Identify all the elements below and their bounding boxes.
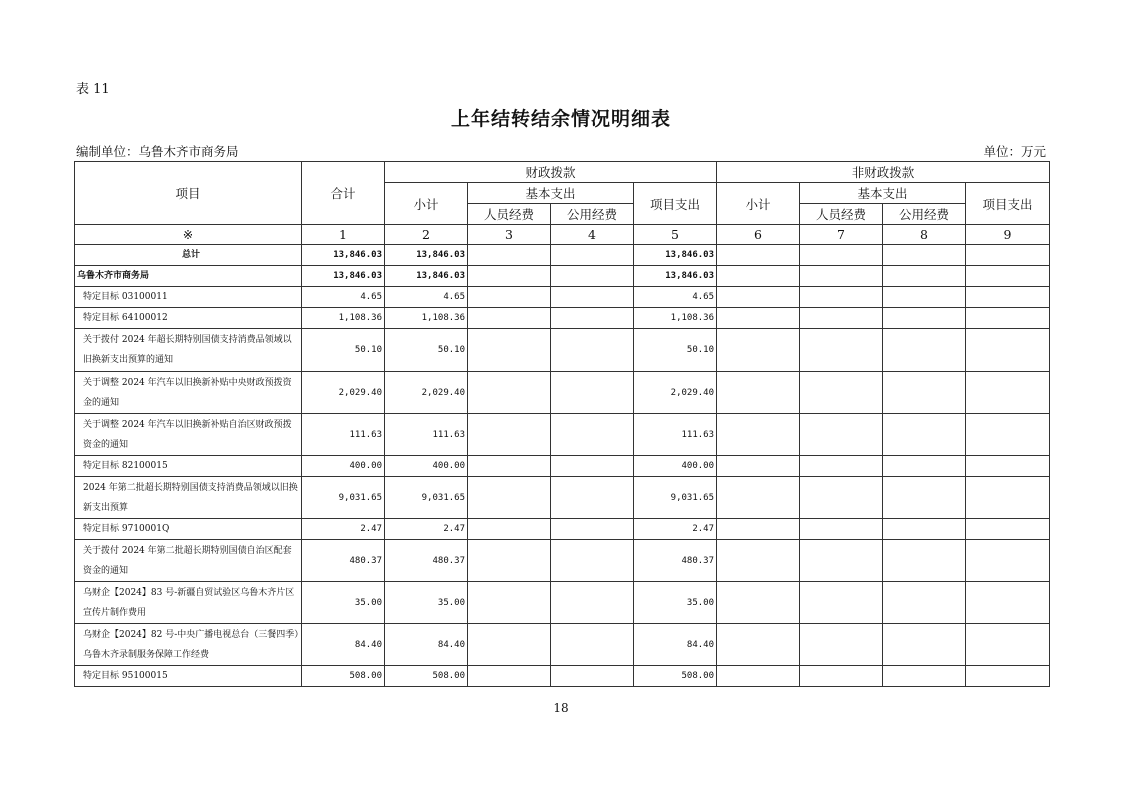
index-cell: 3 — [468, 225, 551, 245]
row-name: 关于拨付 2024 年第二批超长期特别国债自治区配套资金的通知 — [75, 540, 302, 582]
row-total: 13,846.03 — [302, 245, 385, 266]
row-total: 480.37 — [302, 540, 385, 582]
header-fiscal: 财政拨款 — [385, 162, 717, 183]
row-project: 9,031.65 — [634, 477, 717, 519]
header-nonfiscal-project: 项目支出 — [966, 183, 1050, 225]
row-project: 2,029.40 — [634, 372, 717, 414]
row-subtotal: 2.47 — [385, 519, 468, 540]
table-row — [75, 540, 1050, 582]
table-row — [75, 456, 1050, 477]
header-fiscal-basic: 基本支出 — [468, 183, 634, 204]
index-cell: 9 — [966, 225, 1050, 245]
table-row — [75, 414, 1050, 456]
row-subtotal: 111.63 — [385, 414, 468, 456]
row-total: 2,029.40 — [302, 372, 385, 414]
row-subtotal: 35.00 — [385, 582, 468, 624]
row-project: 50.10 — [634, 329, 717, 372]
row-project: 35.00 — [634, 582, 717, 624]
row-project: 84.40 — [634, 624, 717, 666]
header-nonfiscal-subtotal: 小计 — [717, 183, 800, 225]
row-subtotal: 13,846.03 — [385, 266, 468, 287]
page-title: 上年结转结余情况明细表 — [450, 108, 671, 130]
row-name: 2024 年第二批超长期特别国债支持消费品领域以旧换新支出预算 — [75, 477, 302, 519]
page-number: 18 — [553, 701, 569, 715]
table-row — [75, 372, 1050, 414]
index-cell: 1 — [302, 225, 385, 245]
header-fiscal-personnel: 人员经费 — [468, 204, 551, 225]
row-name: 乌财企【2024】82 号-中央广播电视总台（三餐四季）乌鲁木齐录制服务保障工作经费 — [75, 624, 302, 666]
header-nonfiscal-basic: 基本支出 — [800, 183, 966, 204]
row-name: 特定目标 9710001Q — [75, 519, 302, 540]
row-project: 4.65 — [634, 287, 717, 308]
table-row — [75, 477, 1050, 519]
row-total: 84.40 — [302, 624, 385, 666]
index-cell: 7 — [800, 225, 883, 245]
table-row — [75, 666, 1050, 687]
row-total: 4.65 — [302, 287, 385, 308]
header-item: 项目 — [75, 162, 302, 225]
row-total: 1,108.36 — [302, 308, 385, 329]
row-subtotal: 50.10 — [385, 329, 468, 372]
row-subtotal: 1,108.36 — [385, 308, 468, 329]
row-name: 特定目标 03100011 — [75, 287, 302, 308]
row-project: 111.63 — [634, 414, 717, 456]
row-total: 400.00 — [302, 456, 385, 477]
unit-label: 单位：万元 — [983, 144, 1046, 159]
index-cell: 8 — [883, 225, 966, 245]
header-nonfiscal-public: 公用经费 — [883, 204, 966, 225]
table-row — [75, 308, 1050, 329]
index-cell: 4 — [551, 225, 634, 245]
table-row — [75, 519, 1050, 540]
row-name: 特定目标 82100015 — [75, 456, 302, 477]
table-row — [75, 266, 1050, 287]
table-row — [75, 287, 1050, 308]
org-label: 编制单位：乌鲁木齐市商务局 — [76, 144, 239, 159]
row-project: 13,846.03 — [634, 266, 717, 287]
budget-table — [74, 161, 1050, 687]
row-project: 1,108.36 — [634, 308, 717, 329]
row-total: 35.00 — [302, 582, 385, 624]
row-subtotal: 480.37 — [385, 540, 468, 582]
row-project: 2.47 — [634, 519, 717, 540]
row-subtotal: 2,029.40 — [385, 372, 468, 414]
table-row — [75, 624, 1050, 666]
table-row — [75, 245, 1050, 266]
header-fiscal-project: 项目支出 — [634, 183, 717, 225]
row-name: 乌财企【2024】83 号-新疆自贸试验区乌鲁木齐片区宣传片制作费用 — [75, 582, 302, 624]
index-cell: 6 — [717, 225, 800, 245]
row-subtotal: 13,846.03 — [385, 245, 468, 266]
row-total: 9,031.65 — [302, 477, 385, 519]
row-total: 111.63 — [302, 414, 385, 456]
header-fiscal-public: 公用经费 — [551, 204, 634, 225]
header-fiscal-subtotal: 小计 — [385, 183, 468, 225]
header-total: 合计 — [302, 162, 385, 225]
row-name: 关于调整 2024 年汽车以旧换新补贴中央财政预拨资金的通知 — [75, 372, 302, 414]
table-number: 表 11 — [76, 82, 110, 97]
row-subtotal: 400.00 — [385, 456, 468, 477]
row-project: 13,846.03 — [634, 245, 717, 266]
table-row — [75, 582, 1050, 624]
row-project: 480.37 — [634, 540, 717, 582]
row-project: 508.00 — [634, 666, 717, 687]
index-cell: 2 — [385, 225, 468, 245]
row-name: 总计 — [75, 245, 302, 266]
row-name: 关于拨付 2024 年超长期特别国债支持消费品领域以旧换新支出预算的通知 — [75, 329, 302, 372]
row-total: 13,846.03 — [302, 266, 385, 287]
row-subtotal: 84.40 — [385, 624, 468, 666]
header-nonfiscal-personnel: 人员经费 — [800, 204, 883, 225]
row-subtotal: 9,031.65 — [385, 477, 468, 519]
row-total: 508.00 — [302, 666, 385, 687]
row-subtotal: 4.65 — [385, 287, 468, 308]
header-nonfiscal: 非财政拨款 — [717, 162, 1050, 183]
row-total: 50.10 — [302, 329, 385, 372]
table-row — [75, 329, 1050, 372]
index-cell: 5 — [634, 225, 717, 245]
index-cell: ※ — [75, 225, 302, 245]
row-project: 400.00 — [634, 456, 717, 477]
index-row — [75, 225, 1050, 245]
row-name: 特定目标 95100015 — [75, 666, 302, 687]
row-name: 关于调整 2024 年汽车以旧换新补贴自治区财政预拨资金的通知 — [75, 414, 302, 456]
row-subtotal: 508.00 — [385, 666, 468, 687]
row-total: 2.47 — [302, 519, 385, 540]
row-name: 特定目标 64100012 — [75, 308, 302, 329]
row-name: 乌鲁木齐市商务局 — [75, 266, 302, 287]
